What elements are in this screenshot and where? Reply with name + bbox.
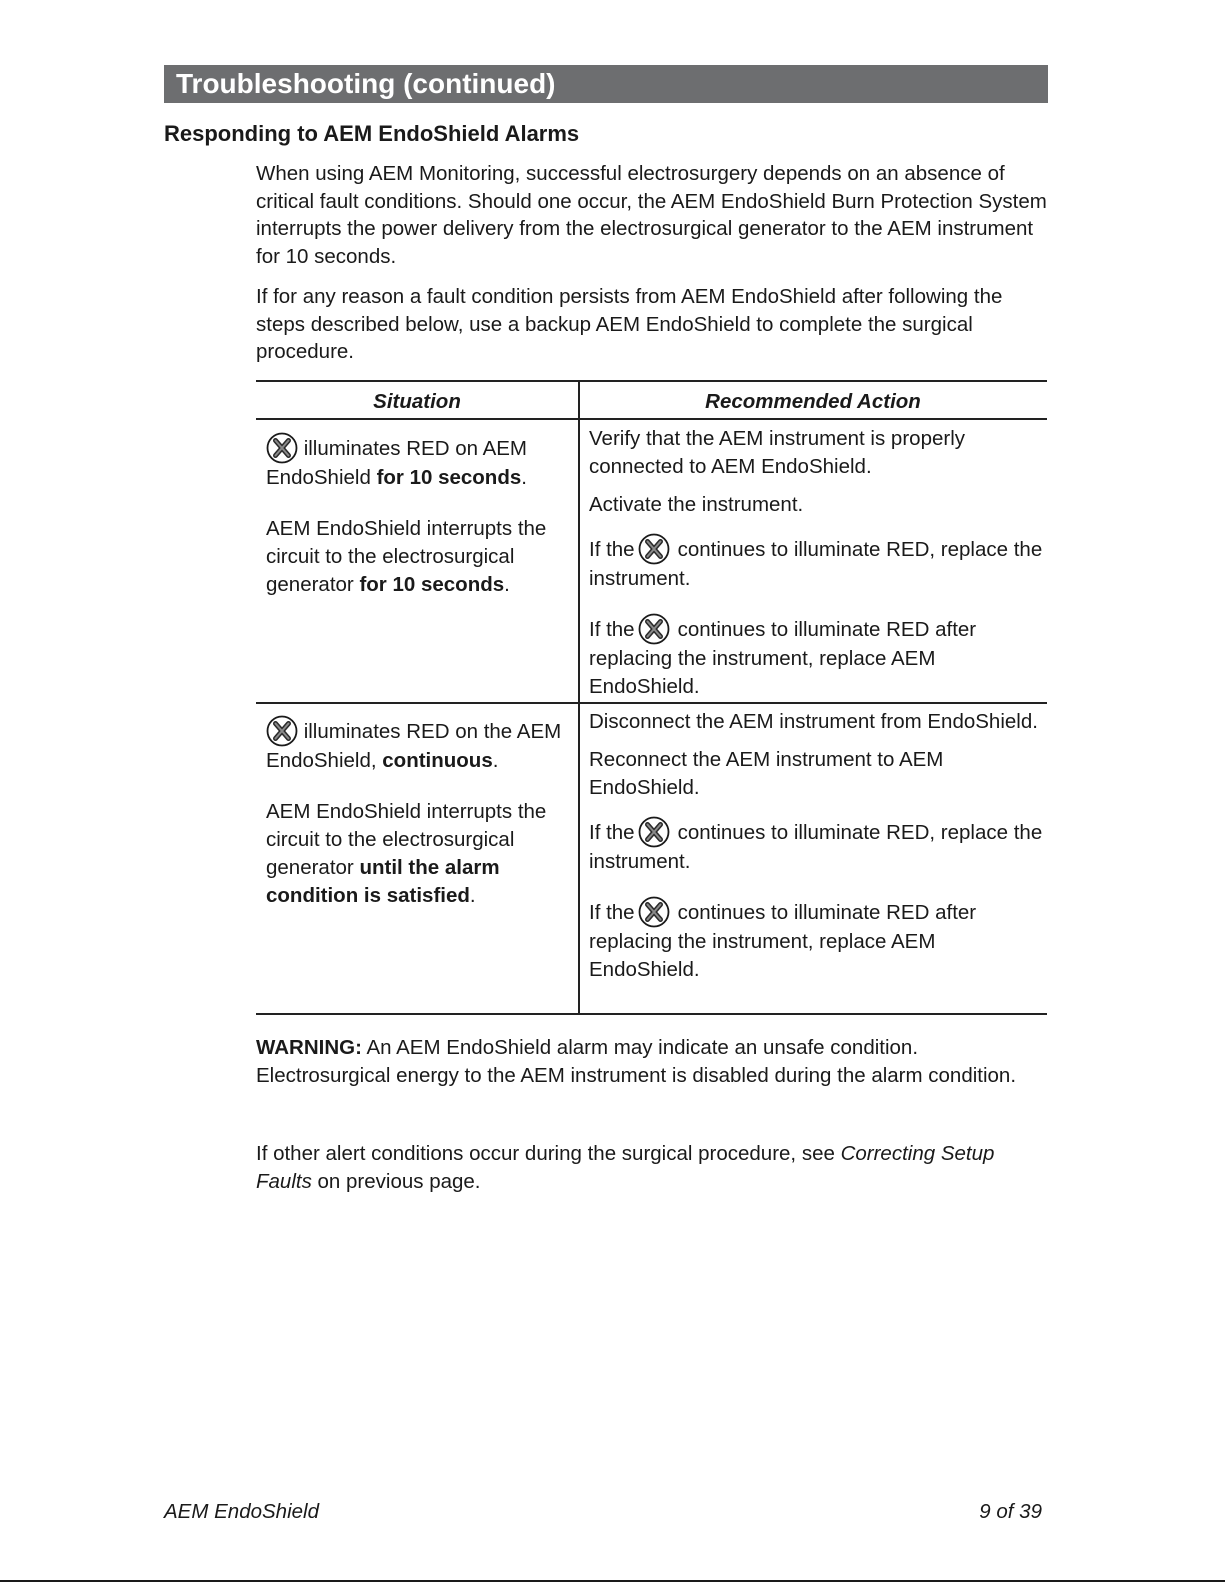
action-text: If the: [589, 538, 635, 561]
action-step: Disconnect the AEM instrument from EndoShield.: [589, 710, 1038, 733]
table-row-rule: [256, 702, 1047, 704]
table-bottom-rule: [256, 1013, 1047, 1015]
alarm-x-icon: [638, 816, 670, 848]
alarm-x-icon: [638, 896, 670, 928]
situation-text: illuminates RED on AEM EndoShield: [266, 437, 528, 489]
warning-note: [256, 1034, 1048, 1089]
cross-reference-link: Correcting Setup Faults: [256, 1142, 995, 1193]
action-text: continues to illuminate RED after replacing the instrument, replace AEM EndoShield.: [589, 618, 977, 698]
table-row-actions: [589, 708, 1043, 984]
page-bottom-rule: [0, 1580, 1225, 1582]
action-text: If the: [589, 821, 635, 844]
alarm-x-icon: [266, 432, 298, 464]
table-row-situation: [266, 432, 572, 599]
warning-text: An AEM EndoShield alarm may indicate an unsafe condition. Electrosurgical energy to the AEM instrument is disabled during the alarm condition.: [256, 1036, 1017, 1087]
action-text: continues to illuminate RED after replacing the instrument, replace AEM EndoShield.: [589, 901, 977, 981]
footer-page-number: 9 of 39: [979, 1500, 1042, 1523]
table-column-divider: [578, 381, 580, 1015]
note-text: on previous page.: [311, 1169, 481, 1193]
punctuation: .: [504, 573, 510, 596]
warning-label: WARNING:: [256, 1036, 362, 1059]
situation-text: AEM EndoShield interrupts the circuit to the electrosurgical generator: [266, 800, 547, 879]
alarm-x-icon: [638, 613, 670, 645]
page-heading: Responding to AEM EndoShield Alarms: [164, 121, 580, 146]
situation-text: illuminates RED on the AEM EndoShield,: [266, 720, 562, 772]
situation-emphasis: for 10 seconds: [359, 573, 505, 596]
other-alerts-note: [256, 1140, 1048, 1195]
punctuation: .: [521, 466, 527, 489]
situation-emphasis: until the alarm condition is satisfied: [266, 856, 500, 907]
situation-text: AEM EndoShield interrupts the circuit to the electrosurgical generator: [266, 517, 547, 596]
alarm-x-icon: [638, 533, 670, 565]
note-text: If other alert conditions occur during the surgical procedure, see: [256, 1142, 841, 1165]
action-text: If the: [589, 901, 635, 924]
table-row-actions: [589, 425, 1043, 701]
column-header-situation: Situation: [373, 390, 461, 413]
table-header-rule: [256, 418, 1047, 420]
action-text: continues to illuminate RED, replace the instrument.: [589, 538, 1043, 590]
section-banner: Troubleshooting (continued): [164, 65, 1048, 103]
alarm-x-icon: [266, 715, 298, 747]
action-step: Activate the instrument.: [589, 493, 804, 516]
action-text: continues to illuminate RED, replace the instrument.: [589, 821, 1043, 873]
punctuation: .: [469, 884, 476, 907]
punctuation: .: [492, 749, 499, 772]
intro-paragraph: When using AEM Monitoring, successful electrosurgery depends on an absence of critical fault conditions. Should one occur, the AEM EndoShield Burn Protection System interrupts the power delivery from the electrosurgical generator to the AEM instrument for 10 seconds.: [256, 162, 1047, 268]
table-top-rule: [256, 380, 1047, 382]
action-text: If the: [589, 618, 635, 641]
situation-emphasis: for 10 seconds: [376, 466, 522, 489]
intro-paragraph: If for any reason a fault condition persists from AEM EndoShield after following the steps described below, use a backup AEM EndoShield to complete the surgical procedure.: [256, 285, 1003, 363]
action-step: Verify that the AEM instrument is properly connected to AEM EndoShield.: [589, 427, 965, 478]
footer-product-name: AEM EndoShield: [164, 1500, 319, 1523]
situation-emphasis: continuous: [382, 749, 493, 772]
table-row-situation: [266, 715, 572, 910]
column-header-action: Recommended Action: [705, 390, 921, 413]
action-step: Reconnect the AEM instrument to AEM EndoShield.: [589, 748, 944, 799]
